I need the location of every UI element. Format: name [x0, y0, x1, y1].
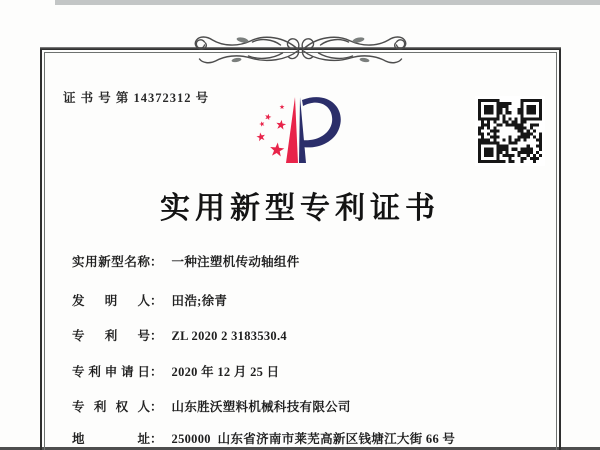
logo-p-stem — [299, 97, 306, 163]
field-row-filing-date — [72, 364, 279, 382]
field-value: 2020 年 12 月 25 日 — [171, 365, 280, 379]
field-value: 250000 山东省济南市莱芜高新区钱塘江大街 66 号 — [171, 432, 456, 446]
field-label: 专利权人 — [72, 400, 150, 414]
field-colon: ： — [150, 400, 163, 414]
field-row-patent-number — [72, 328, 287, 346]
field-row-patentee — [72, 399, 351, 417]
certificate-title: 实用新型专利证书 — [160, 192, 440, 225]
logo-stars — [256, 104, 287, 156]
top-flourish-ornament — [40, 28, 561, 68]
cnipa-logo — [243, 88, 355, 170]
field-colon: ： — [150, 294, 163, 308]
field-value: ZL 2020 2 3183530.4 — [171, 329, 287, 343]
field-row-inventor — [72, 293, 227, 311]
field-colon: ： — [150, 432, 163, 446]
field-label: 地址 — [72, 432, 150, 446]
field-label: 实用新型名称 — [72, 255, 150, 269]
scan-edge-top — [55, 0, 600, 5]
field-row-utility-model-name — [72, 254, 300, 272]
field-colon: ： — [150, 329, 163, 343]
field-colon: ： — [150, 365, 163, 379]
qr-code — [475, 96, 545, 166]
field-label: 专利申请日 — [72, 365, 150, 379]
logo-red-wedge — [286, 97, 298, 163]
logo-p-bowl — [301, 97, 341, 147]
field-label: 发明人 — [72, 294, 150, 308]
field-value: 田浩;徐青 — [171, 294, 228, 308]
field-value: 山东胜沃塑料机械科技有限公司 — [171, 400, 351, 414]
field-value: 一种注塑机传动轴组件 — [171, 255, 300, 269]
certificate-number: 证 书 号 第 14372312 号 — [63, 91, 210, 105]
field-row-address — [72, 431, 455, 449]
field-label: 专利号 — [72, 329, 150, 343]
field-colon: ： — [150, 255, 163, 269]
